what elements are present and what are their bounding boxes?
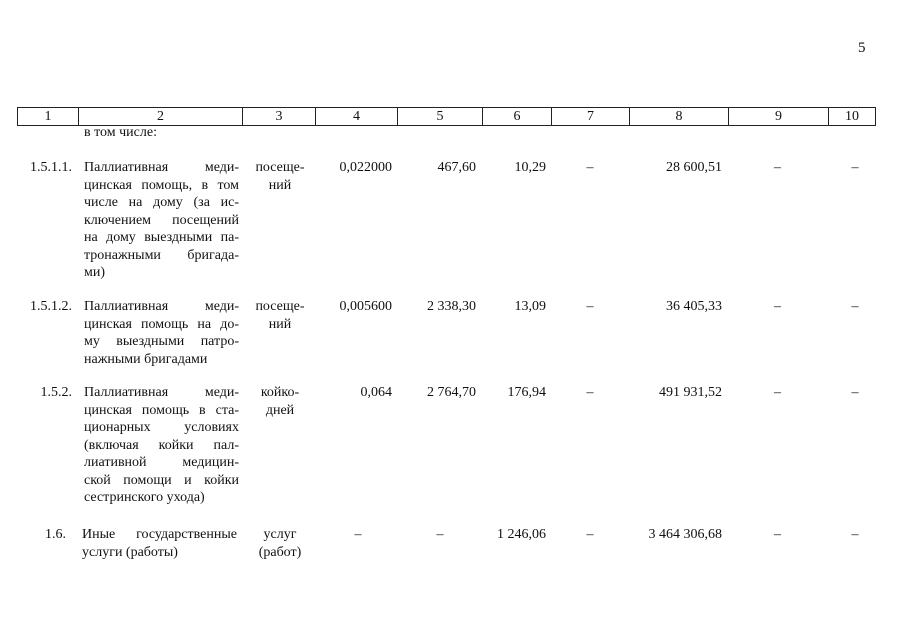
- column-header: 1: [17, 107, 79, 126]
- name-line: (включая койки пал-: [84, 437, 239, 453]
- column-header: 10: [828, 107, 876, 126]
- row-name: [84, 298, 239, 368]
- row-number: 1.5.1.1.: [30, 160, 72, 175]
- cell-col10: –: [851, 385, 859, 400]
- cell-col5: 467,60: [437, 160, 476, 175]
- row-unit: [252, 384, 308, 419]
- cell-col10: –: [851, 160, 859, 175]
- name-line: услуги (работы): [82, 544, 178, 560]
- name-line: Паллиативная меди-: [84, 160, 239, 175]
- name-line: ской помощи и койки: [84, 472, 239, 488]
- cell-col7: –: [586, 527, 594, 542]
- column-header: 2: [78, 107, 243, 126]
- page-number: 5: [858, 40, 866, 56]
- cell-col4: 0,022000: [339, 160, 392, 175]
- unit-line: койко-: [260, 385, 300, 400]
- cell-col6: 10,29: [514, 160, 546, 175]
- row-number: 1.5.1.2.: [30, 299, 72, 314]
- unit-line: (работ): [258, 544, 302, 560]
- unit-line: дней: [265, 402, 295, 418]
- row-unit: [252, 298, 308, 333]
- cell-col5: –: [436, 527, 444, 542]
- unit-line: ний: [268, 177, 292, 193]
- unit-line: посеще-: [255, 160, 305, 175]
- cell-col4: –: [354, 527, 362, 542]
- cell-col5: 2 338,30: [427, 299, 476, 314]
- name-line: лиативной медицин-: [84, 455, 239, 470]
- cell-col6: 13,09: [514, 299, 546, 314]
- name-line: на дому выездными па-: [84, 230, 239, 245]
- cell-col8: 36 405,33: [666, 299, 722, 314]
- cell-col7: –: [586, 299, 594, 314]
- cell-col10: –: [851, 299, 859, 314]
- name-line: Паллиативная меди-: [84, 299, 239, 314]
- row-unit: [252, 159, 308, 194]
- cell-col9: –: [774, 299, 781, 314]
- name-line: цинская помощь, в том: [84, 177, 239, 193]
- column-header: 4: [315, 107, 398, 126]
- column-header: 6: [482, 107, 552, 126]
- name-line: цинская помощь на до-: [84, 316, 239, 332]
- unit-line: ний: [268, 316, 292, 332]
- column-header: 3: [242, 107, 316, 126]
- row-name: [84, 384, 239, 507]
- cell-col5: 2 764,70: [427, 385, 476, 400]
- name-line: му выездными патро-: [84, 334, 239, 349]
- name-line: числе на дому (за ис-: [84, 195, 239, 210]
- name-line: Иные государственные: [82, 527, 237, 542]
- name-line: сестринского ухода): [84, 490, 205, 505]
- column-header: 5: [397, 107, 483, 126]
- name-line: ционарных условиях: [84, 420, 239, 435]
- cell-col4: 0,064: [360, 385, 392, 400]
- cell-col9: –: [774, 527, 781, 542]
- unit-line: услуг: [263, 527, 297, 542]
- name-line: Паллиативная меди-: [84, 385, 239, 400]
- row-number: 1.5.2.: [40, 385, 72, 400]
- name-line: тронажными бригада-: [84, 247, 239, 263]
- cell-col8: 3 464 306,68: [648, 527, 722, 542]
- cell-col6: 176,94: [507, 385, 546, 400]
- cell-col6: 1 246,06: [497, 527, 546, 542]
- intro-text: в том числе:: [84, 125, 157, 140]
- name-line: цинская помощь в ста-: [84, 402, 239, 418]
- column-header: 9: [728, 107, 829, 126]
- cell-col7: –: [586, 385, 594, 400]
- cell-col7: –: [586, 160, 594, 175]
- cell-col9: –: [774, 160, 781, 175]
- cell-col4: 0,005600: [339, 299, 392, 314]
- unit-line: посеще-: [255, 299, 305, 314]
- name-line: ключением посещений: [84, 212, 239, 228]
- cell-col10: –: [851, 527, 859, 542]
- column-header: 8: [629, 107, 729, 126]
- cell-col9: –: [774, 385, 781, 400]
- cell-col8: 491 931,52: [659, 385, 722, 400]
- column-header: 7: [551, 107, 630, 126]
- cell-col8: 28 600,51: [666, 160, 722, 175]
- row-number: 1.6.: [45, 527, 66, 542]
- row-unit: [252, 526, 308, 561]
- row-name: [82, 526, 237, 561]
- name-line: нажными бригадами: [84, 351, 208, 367]
- row-name: [84, 159, 239, 282]
- name-line: ми): [84, 265, 106, 280]
